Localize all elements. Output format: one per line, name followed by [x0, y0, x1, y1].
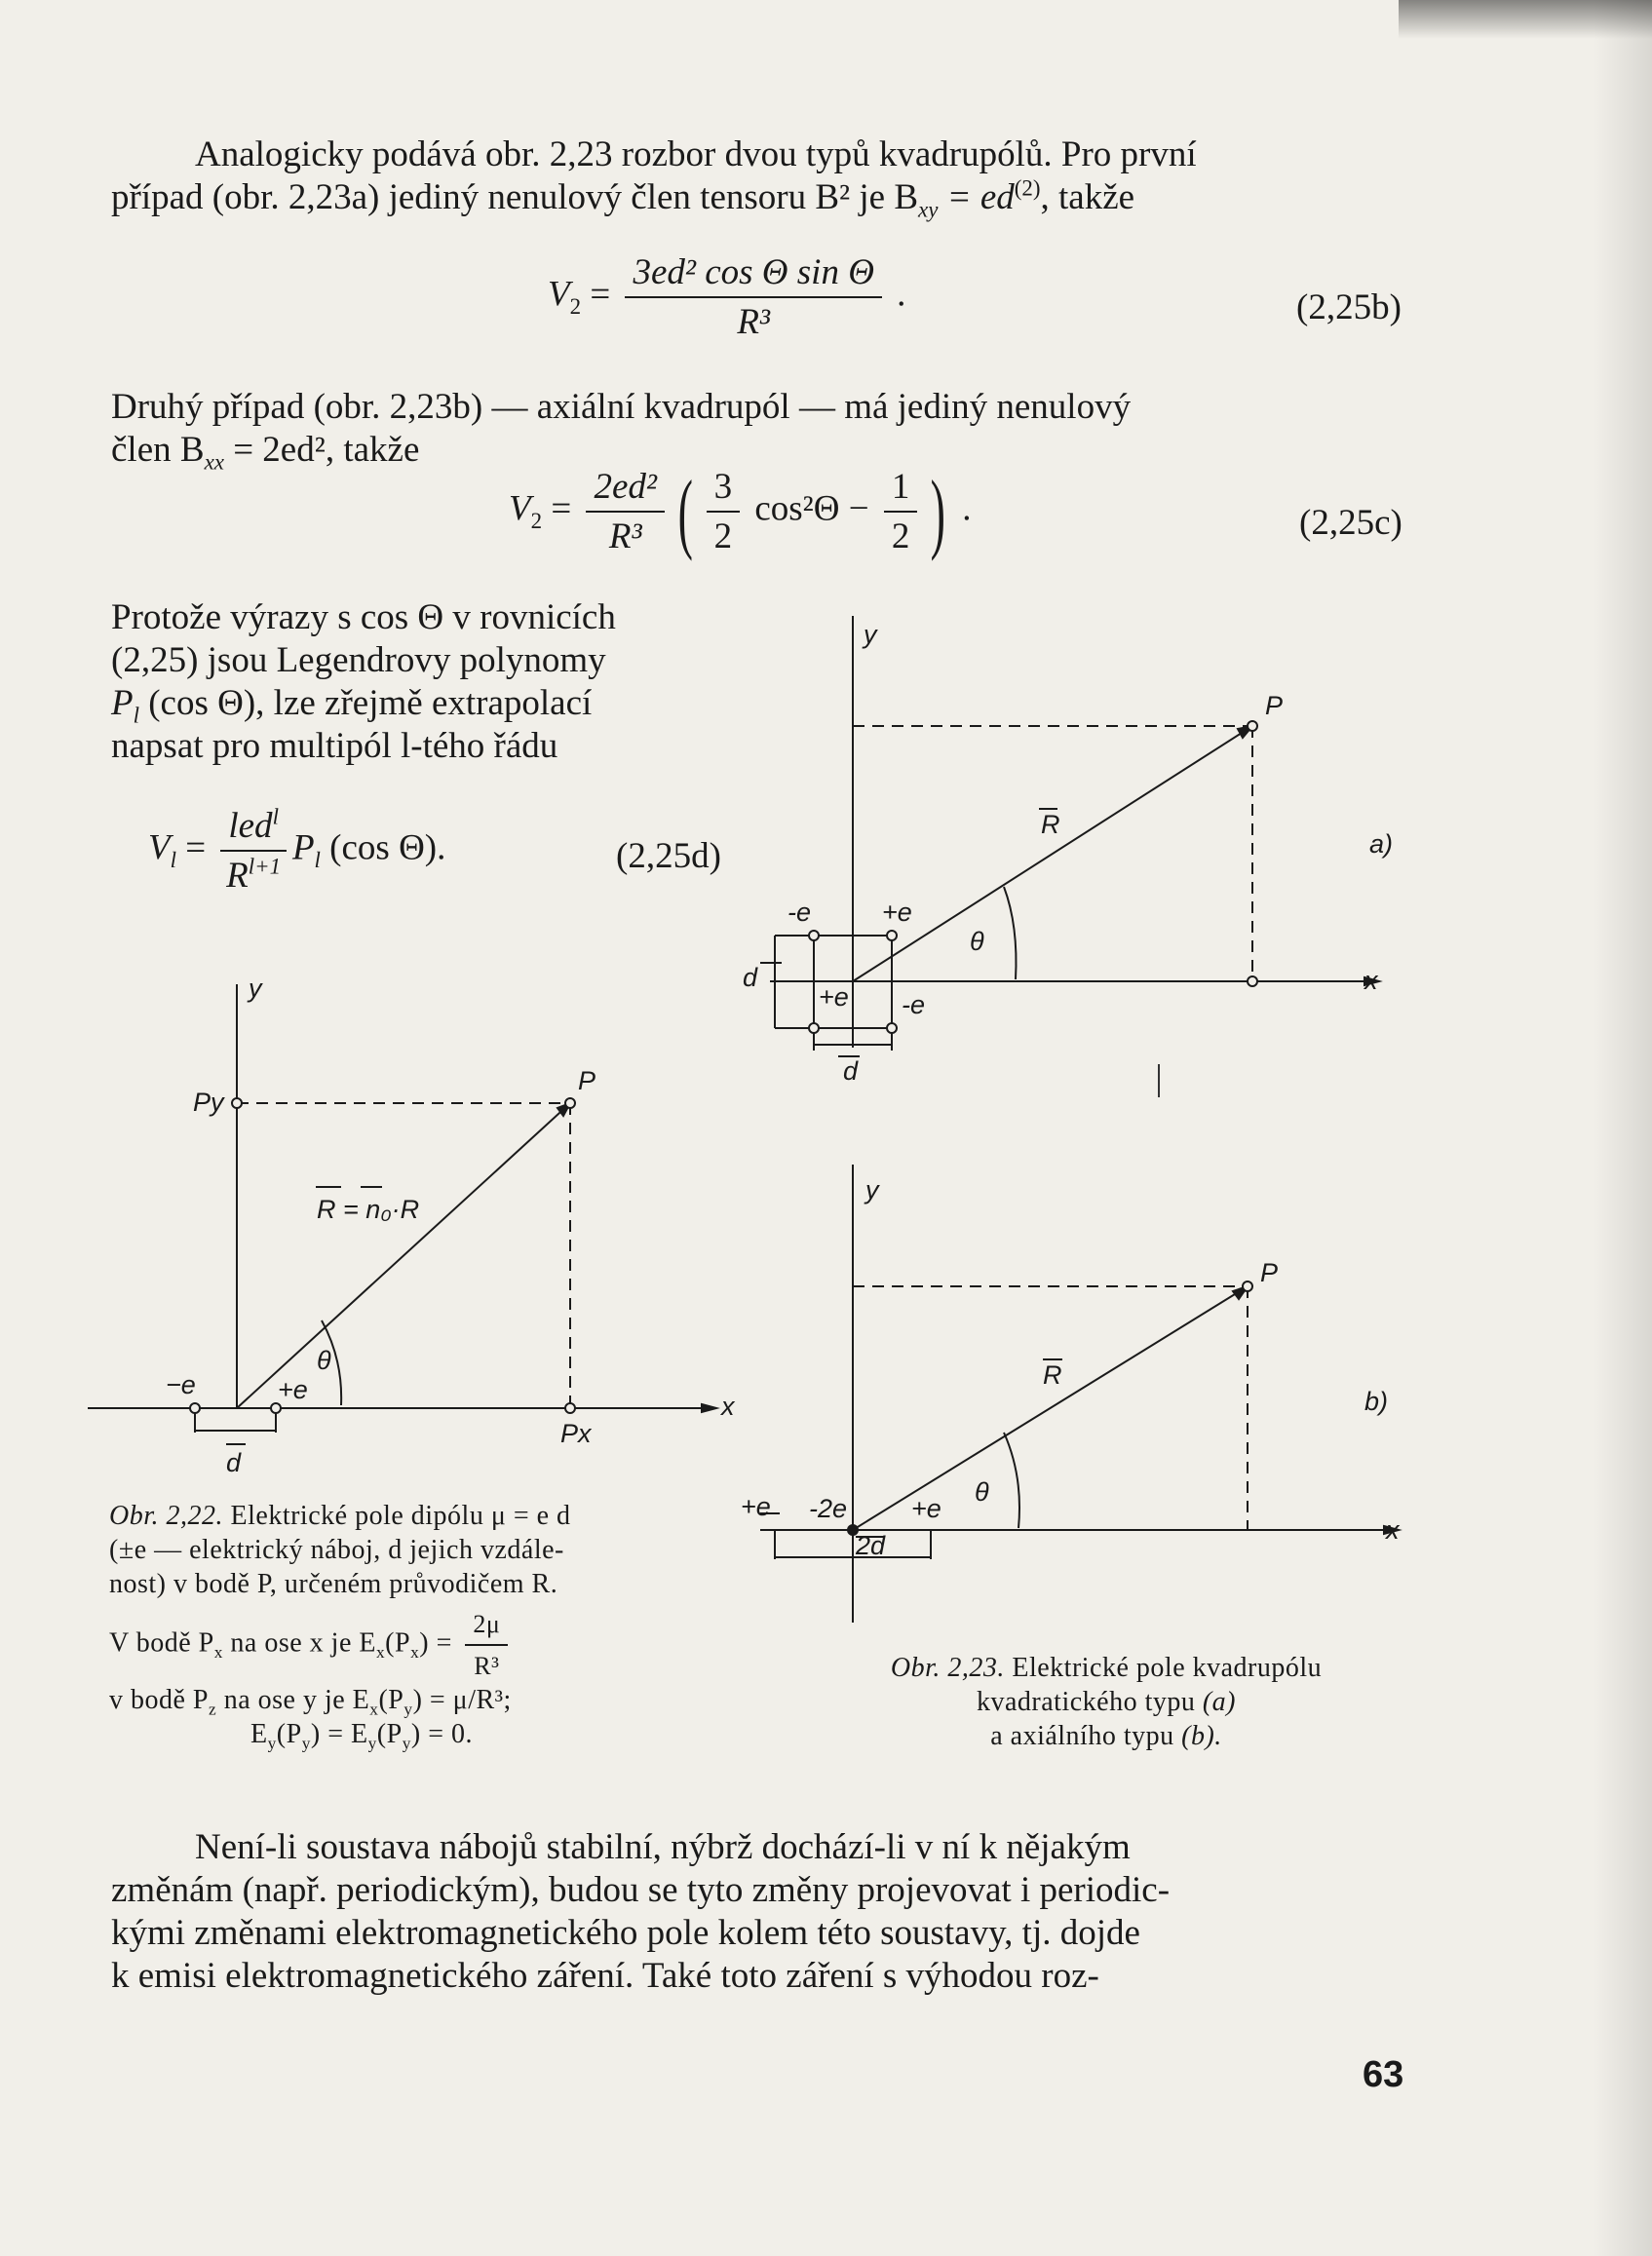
caption-line: kvadratického typu (a) [976, 1687, 1237, 1717]
equation-2-25c: $V_2$ = $\frac{\text{2ed²}}{\text{R³}}$ ( $\frac{3}{2}$ cos²Θ − $\frac{1}{2}$ ) . [509, 462, 972, 561]
text-line: změnám (např. periodickým), budou se tyto změny projevovat i periodic- [111, 1870, 1171, 1910]
equation-number: (2,25b) [1296, 287, 1402, 327]
x-axis-label: x [721, 1392, 735, 1421]
paragraph-axial [111, 386, 1417, 475]
charge-label: +e [882, 898, 912, 927]
text-line: Analogicky podává obr. 2,23 rozbor dvou typů kvadrupólů. Pro první [195, 134, 1197, 174]
equation-number: (2,25d) [616, 836, 721, 876]
paragraph-legendre [111, 596, 740, 768]
text-line: k emisi elektromagnetického záření. Také toto záření s výhodou roz- [111, 1956, 1099, 1996]
point-p-label: P [1260, 1258, 1279, 1287]
caption-line: Obr. 2,23. Elektrické pole kvadrupólu [890, 1653, 1323, 1683]
point-p-label: P [1265, 691, 1284, 720]
caption-line: V bodě $P_x$ na ose x je $E_x(P_x)$ = $\frac{2\mu}{\text{R³}}$ [109, 1607, 743, 1683]
charge-label: -e [902, 990, 926, 1019]
text-line: člen $B_{xx} = 2ed^2$, takže [111, 430, 420, 475]
page-number: 63 [1363, 2054, 1404, 2095]
caption-line: $E_y(P_y) = E_y(P_y) = 0$. [250, 1719, 474, 1753]
theta-label: θ [975, 1477, 989, 1507]
text-line: případ (obr. 2,23a) jediný nenulový člen tensoru B² je $B_{xy} = ed^{(2)}$, takže [111, 175, 1135, 222]
text-line: $P_l$ (cos Θ), lze zřejmě extrapolací [111, 683, 593, 728]
theta-label: θ [317, 1346, 331, 1375]
x-axis-label: x [1386, 1515, 1400, 1545]
caption-line: v bodě $P_z$ na ose y je $E_x(P_y) = \mu/R^3$; [109, 1685, 512, 1719]
theta-arc [1004, 887, 1017, 979]
text-line: Není-li soustava nábojů stabilní, nýbrž dochází-li v ní k nějakým [195, 1827, 1131, 1867]
charge-label: −e [166, 1370, 196, 1399]
text-line: Protože výrazy s cos Θ v rovnicích [111, 597, 616, 637]
text-line: kými změnami elektromagnetického pole kolem této soustavy, tj. dojde [111, 1913, 1140, 1953]
charge-label: +e [741, 1492, 771, 1521]
caption-line: (±e — elektrický náboj, d jejich vzdále- [109, 1535, 564, 1565]
paragraph-emission [111, 1826, 1417, 1998]
caption-line: Obr. 2,22. Elektrické pole dipólu μ = e d [109, 1501, 571, 1531]
distance-label: 2d [856, 1531, 886, 1560]
x-axis-label: x [1364, 966, 1378, 995]
distance-label: d [226, 1448, 242, 1477]
theta-arc [1004, 1433, 1019, 1528]
radius-vector [237, 1103, 570, 1408]
text-line: Druhý případ (obr. 2,23b) — axiální kvadrupól — má jediný nenulový [111, 387, 1132, 427]
charge-label: +e [911, 1494, 941, 1523]
subfigure-tag: a) [1369, 829, 1394, 859]
equation-number: (2,25c) [1299, 503, 1402, 543]
point-p-label: P [578, 1066, 596, 1095]
page-edge-shadow [1594, 0, 1652, 2256]
charge-label: -2e [809, 1494, 848, 1523]
distance-label: d [843, 1056, 859, 1086]
theta-label: θ [970, 927, 984, 956]
paragraph-intro [111, 134, 1417, 222]
figure-2-23b [741, 1155, 1423, 1632]
caption-figure-2-23 [804, 1651, 1408, 1753]
radius-vector [853, 726, 1252, 981]
point-px-label: Px [560, 1419, 592, 1448]
y-axis-label: y [864, 620, 877, 649]
vector-r-label: R [1043, 1360, 1062, 1390]
subfigure-tag: b) [1364, 1387, 1389, 1416]
charge-label: -e [788, 898, 812, 927]
caption-figure-2-22 [109, 1499, 743, 1751]
figure-2-23a [721, 604, 1433, 1111]
y-axis-label: y [865, 1175, 879, 1204]
equation-2-25b: $V_2$ = $\frac{\text{3ed² cos Θ sin Θ}}{\text{R³}}$ . [548, 252, 906, 342]
page-corner-shadow [1399, 0, 1652, 39]
equation-2-25d: $V_l$ = $\frac{led^l}{R^{l+1}}$ $P_l$ (cos Θ). [148, 804, 446, 896]
point-py-label: Py [193, 1088, 224, 1117]
vector-r-label: R [1041, 810, 1060, 839]
text-line: napsat pro multipól l-tého řádu [111, 726, 558, 766]
vector-r-label: R = n₀·R [317, 1195, 420, 1224]
y-axis-label: y [249, 974, 262, 1003]
stray-mark [1158, 1064, 1160, 1097]
figure-2-22 [78, 965, 741, 1491]
caption-line: a axiálního typu (b). [990, 1721, 1222, 1751]
text-line: (2,25) jsou Legendrovy polynomy [111, 640, 606, 680]
distance-label: d [743, 963, 758, 992]
charge-label: +e [278, 1375, 308, 1404]
charge-label: +e [819, 982, 849, 1012]
caption-line: nost) v bodě P, určeném průvodičem R. [109, 1569, 558, 1599]
